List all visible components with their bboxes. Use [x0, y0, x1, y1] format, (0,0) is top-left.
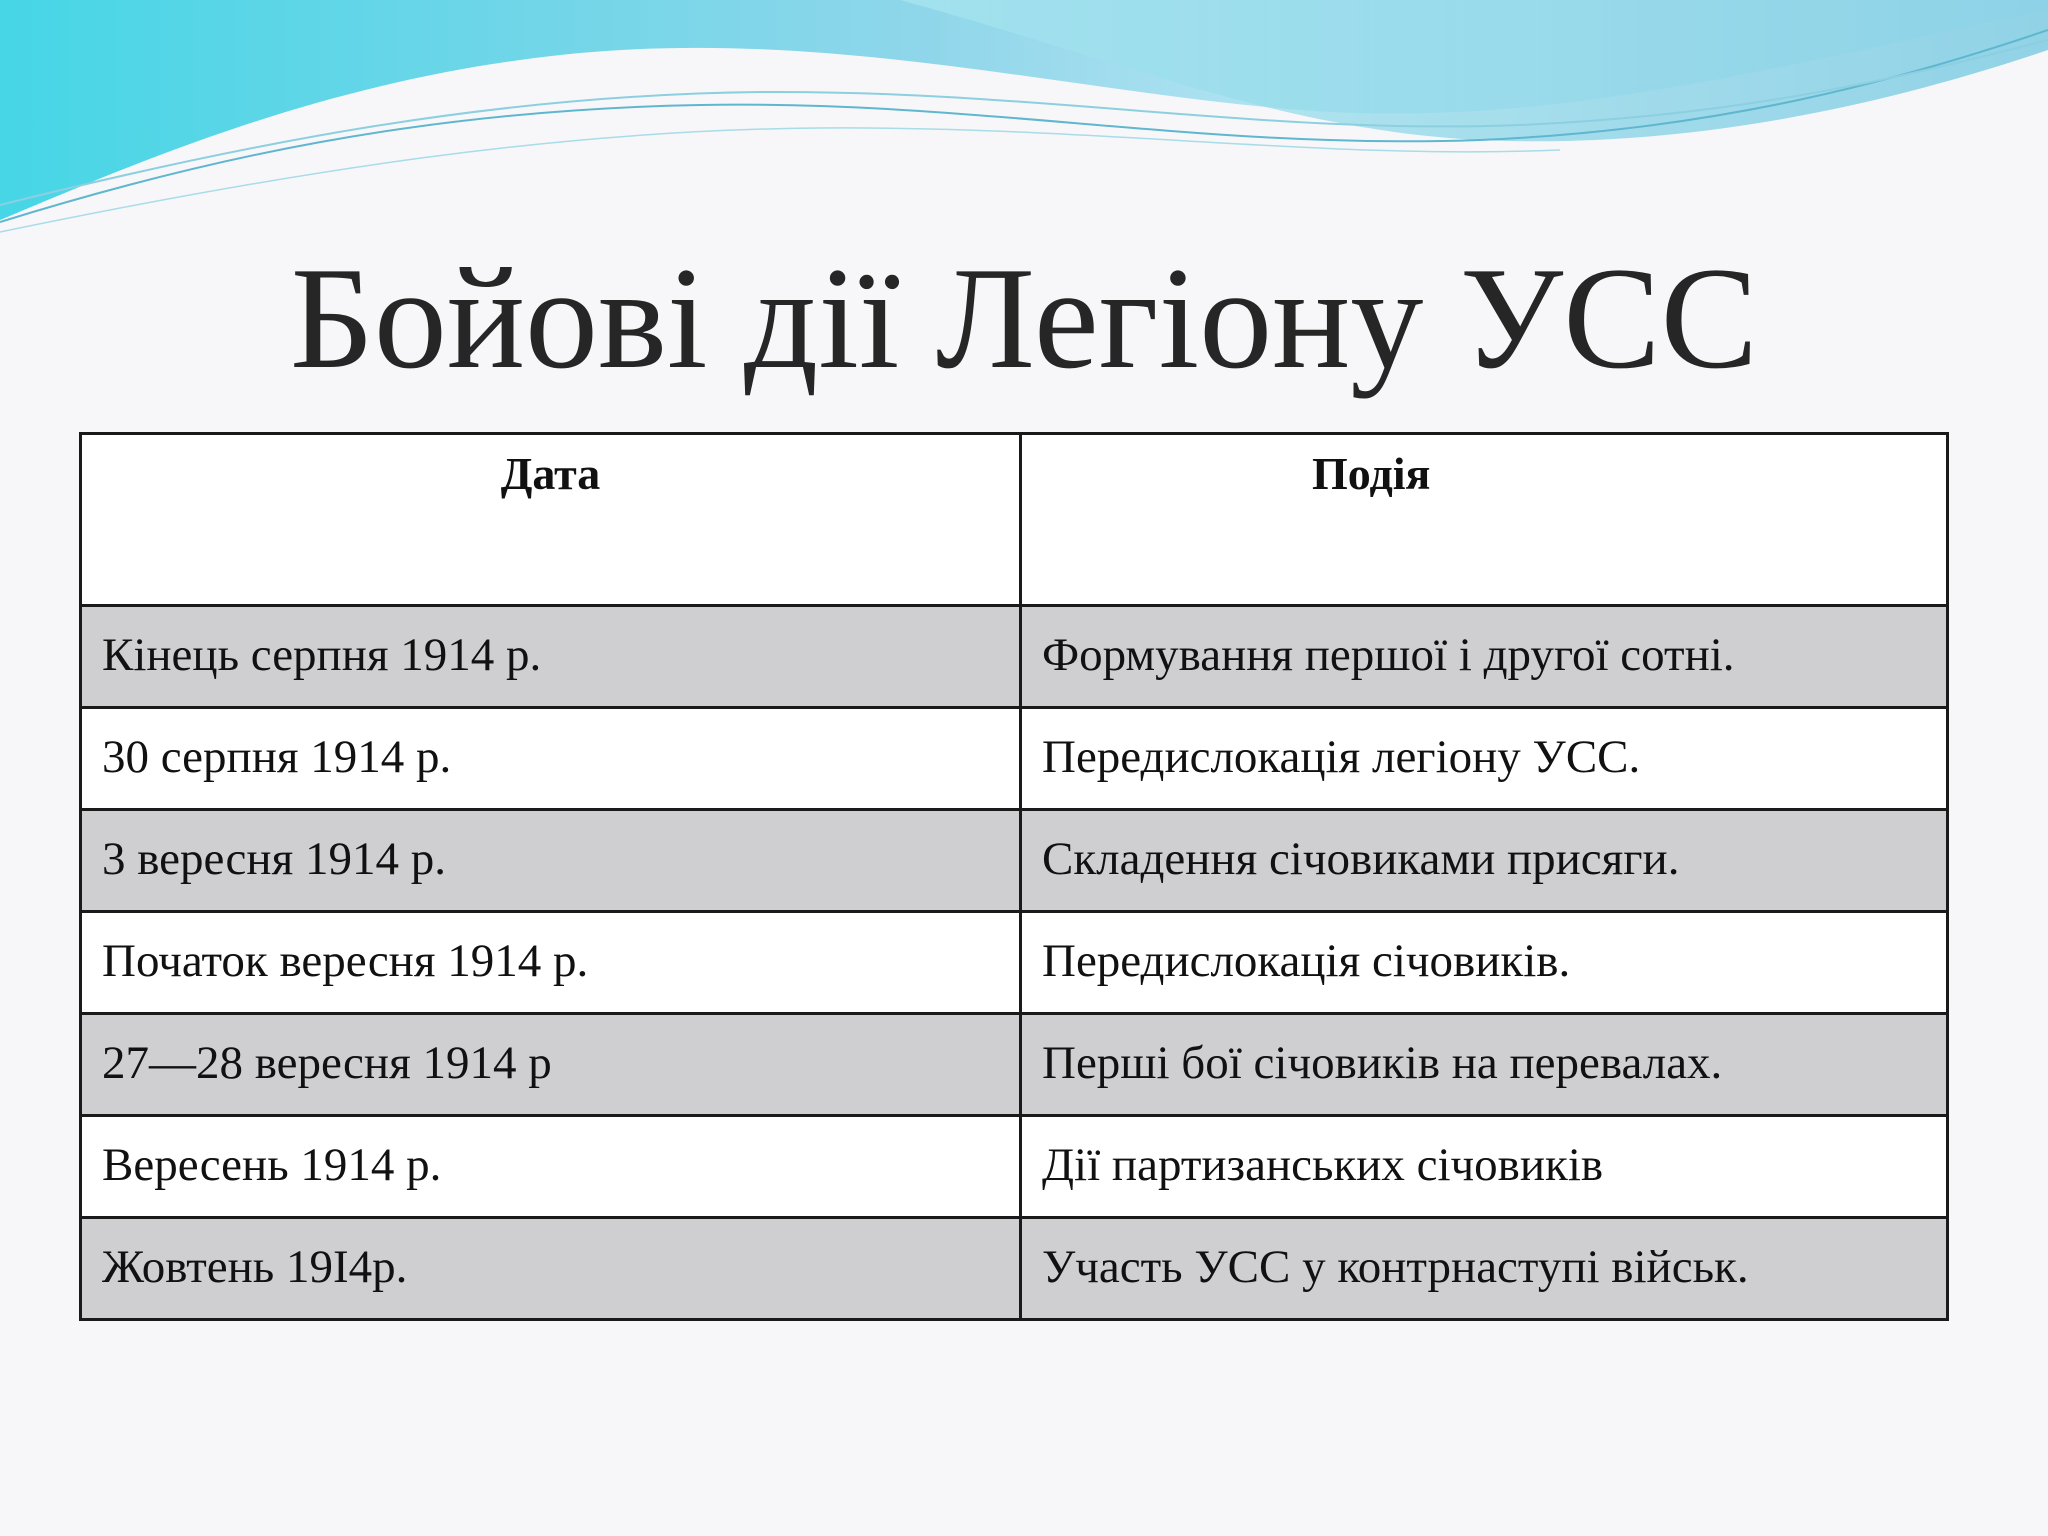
event-cell: Участь УСС у контрнаступі військ.	[1021, 1218, 1948, 1320]
event-cell: Передислокація легіону УСС.	[1021, 708, 1948, 810]
table-row	[81, 1116, 1948, 1218]
table-row	[81, 1218, 1948, 1320]
column-header-event: Подія	[1021, 434, 1948, 606]
slide-title: Бойові дії Легіону УСС	[290, 237, 1758, 399]
date-cell: 27—28 вересня 1914 р	[81, 1014, 1021, 1116]
date-cell: Вересень 1914 р.	[81, 1116, 1021, 1218]
event-cell: Перші бої січовиків на перевалах.	[1021, 1014, 1948, 1116]
table-header-row	[81, 434, 1948, 606]
column-header-date: Дата	[81, 434, 1021, 606]
header-wave-decoration	[0, 0, 2048, 240]
table-row	[81, 1014, 1948, 1116]
date-cell: Жовтень 19I4р.	[81, 1218, 1021, 1320]
date-cell: Кінець серпня 1914 р.	[81, 606, 1021, 708]
event-cell: Дії партизанських січовиків	[1021, 1116, 1948, 1218]
date-cell: 30 серпня 1914 р.	[81, 708, 1021, 810]
event-cell: Складення січовиками присяги.	[1021, 810, 1948, 912]
date-cell: Початок вересня 1914 р.	[81, 912, 1021, 1014]
table-row	[81, 708, 1948, 810]
table-row	[81, 810, 1948, 912]
date-cell: 3 вересня 1914 р.	[81, 810, 1021, 912]
event-cell: Передислокація січовиків.	[1021, 912, 1948, 1014]
event-cell: Формування першої і другої сотні.	[1021, 606, 1948, 708]
events-table	[79, 432, 1949, 1321]
table-row	[81, 912, 1948, 1014]
table-row	[81, 606, 1948, 708]
